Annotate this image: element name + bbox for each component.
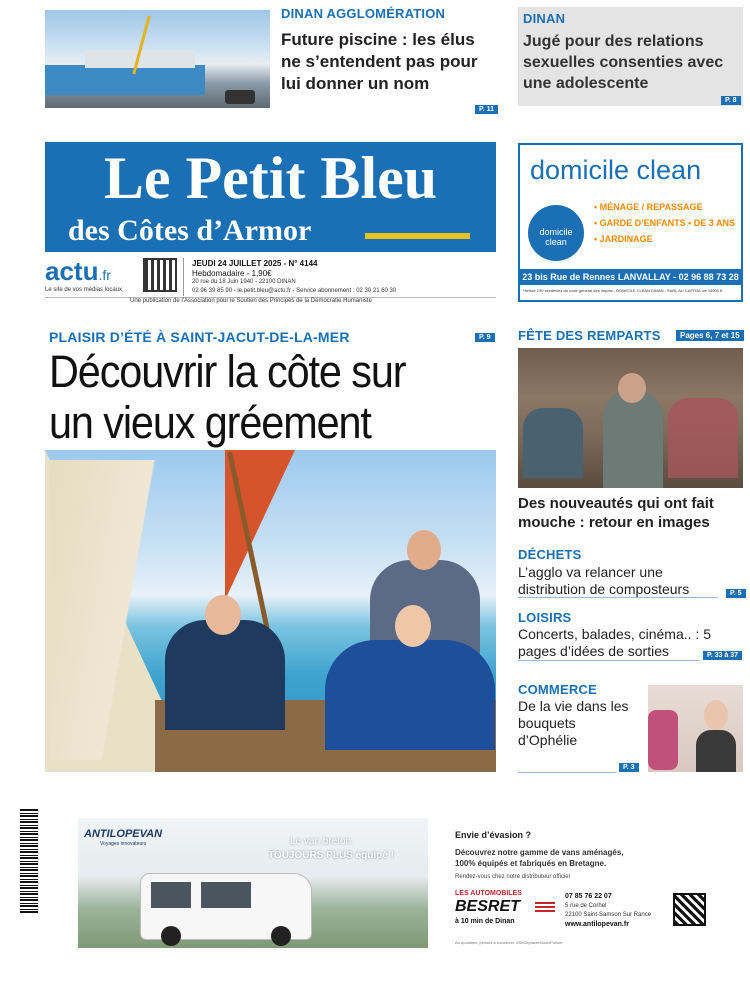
actu-tagline: Le site de vos médias locaux xyxy=(45,287,123,293)
antilope-fine: Au quotidien, pensez à covoiturer. #SeDéplacerMoinsPolluer xyxy=(455,940,563,945)
dechets-text[interactable]: L’agglo va relancer une distribution de composteurs xyxy=(518,564,690,597)
domicile-fine-print: *Article 199 sexdecies du code général des impôts - DOMICILE CLEAN DINAN - SARL AU CAPITAL de 10000 € xyxy=(523,288,723,293)
antilope-addr1: 5 rue de Corhel xyxy=(565,903,607,909)
dealer-name: BESRET xyxy=(455,898,520,915)
dechets-page: P. 5 xyxy=(726,589,746,598)
remparts-festival-photo xyxy=(518,348,743,488)
qr-code-icon[interactable] xyxy=(143,258,177,292)
ad-domicile-clean[interactable] xyxy=(518,143,743,302)
commerce-text[interactable]: De la vie dans les bouquets d’Ophélie xyxy=(518,698,629,748)
dealer-stripes-icon xyxy=(535,902,555,912)
domicile-brand: domicile clean xyxy=(530,155,702,185)
fete-caption[interactable]: Des nouveautés qui ont fait mouche : retour en images xyxy=(518,495,714,531)
antilope-slogan2: TOUJOURS PLUS équipé ! xyxy=(268,850,394,861)
sailing-boat-photo xyxy=(45,450,496,772)
top-right-box[interactable] xyxy=(518,7,743,106)
main-page: P. 9 xyxy=(475,333,495,342)
florist-photo xyxy=(648,685,743,772)
main-headline[interactable]: Découvrir la côte sur un vieux gréement xyxy=(49,346,406,448)
commerce-page: P. 3 xyxy=(619,763,639,772)
top-right-headline: Jugé pour des relations sexuelles consenties avec une adolescente xyxy=(523,33,724,92)
top-left-headline[interactable]: Future piscine : les élus ne s’entendent pas pour lui donner un nom xyxy=(281,30,478,93)
actu-logo[interactable]: actu.fr xyxy=(45,256,111,286)
antilope-brand-tag: Voyages innovateurs xyxy=(100,841,147,847)
fete-kicker: FÊTE DES REMPARTS xyxy=(518,328,661,343)
issue-frequency: Hebdomadaire - 1,90€ xyxy=(192,269,272,278)
commerce-kicker: COMMERCE xyxy=(518,682,597,697)
van-shape xyxy=(140,873,312,940)
antilope-qr-icon[interactable] xyxy=(673,893,706,926)
top-right-kicker: DINAN xyxy=(523,11,566,26)
fete-pages: Pages 6, 7 et 15 xyxy=(676,330,744,341)
antilope-phone: 07 85 76 22 07 xyxy=(565,893,612,900)
loisirs-page: P. 33 à 37 xyxy=(703,651,742,660)
domicile-services: • MÉNAGE / REPASSAGE • GARDE D’ENFANTS • DE 3 ANS • JARDINAGE xyxy=(594,202,735,244)
antilope-body1: Découvrez notre gamme de vans aménagés, xyxy=(455,848,624,857)
top-left-kicker: DINAN AGGLOMÉRATION xyxy=(281,6,446,21)
dealer-sub: à 10 min de Dinan xyxy=(455,918,515,925)
main-kicker: PLAISIR D’ÉTÉ À SAINT-JACUT-DE-LA-MER xyxy=(49,329,350,345)
antilope-web[interactable]: www.antilopevan.fr xyxy=(565,921,629,928)
top-left-page: P. 11 xyxy=(475,105,498,114)
top-right-page: P. 8 xyxy=(721,96,741,105)
antilope-addr2: 22100 Saint-Samson Sur Rance xyxy=(565,912,652,918)
ad-antilope-banner[interactable] xyxy=(78,818,428,948)
masthead xyxy=(45,142,496,252)
domicile-badge: domicile clean xyxy=(528,205,584,261)
antilope-body2: 100% équipés et fabriqués en Bretagne. xyxy=(455,859,607,868)
dealer-top: LES AUTOMOBILES xyxy=(455,890,522,897)
masthead-yellow-bar xyxy=(365,233,470,239)
loisirs-text[interactable]: Concerts, balades, cinéma.. : 5 pages d’idées de sorties xyxy=(518,626,711,659)
antilope-question: Envie d’évasion ? xyxy=(455,830,532,840)
issue-address: 20 rue du 18 Juin 1940 - 22100 DINAN xyxy=(192,279,296,285)
issue-date: JEUDI 24 JUILLET 2025 - N° 4144 xyxy=(192,259,318,268)
antilope-slogan1: Le van breton xyxy=(290,836,352,847)
pool-construction-photo xyxy=(45,10,270,108)
antilope-dist: Rendez-vous chez notre distributeur officiel xyxy=(455,874,570,880)
dechets-kicker: DÉCHETS xyxy=(518,547,582,562)
issue-contacts: 02 96 39 85 90 - le.petit.bleu@actu.fr - Service abonnement : 02 30 21 60 30 xyxy=(192,288,397,294)
barcode xyxy=(20,808,38,913)
masthead-subtitle: des Côtes d’Armor xyxy=(68,214,312,247)
domicile-address-phone: 23 bis Rue de Rennes LANVALLAY - 02 96 88 73 28 xyxy=(520,269,741,285)
publisher-line: Une publication de l’Association pour le Soutien des Principes de la Démocratie Humaniste xyxy=(130,298,372,304)
antilope-brand: ANTILOPEVAN xyxy=(84,828,163,840)
loisirs-kicker: LOISIRS xyxy=(518,610,572,625)
masthead-title: Le Petit Bleu xyxy=(103,145,438,211)
